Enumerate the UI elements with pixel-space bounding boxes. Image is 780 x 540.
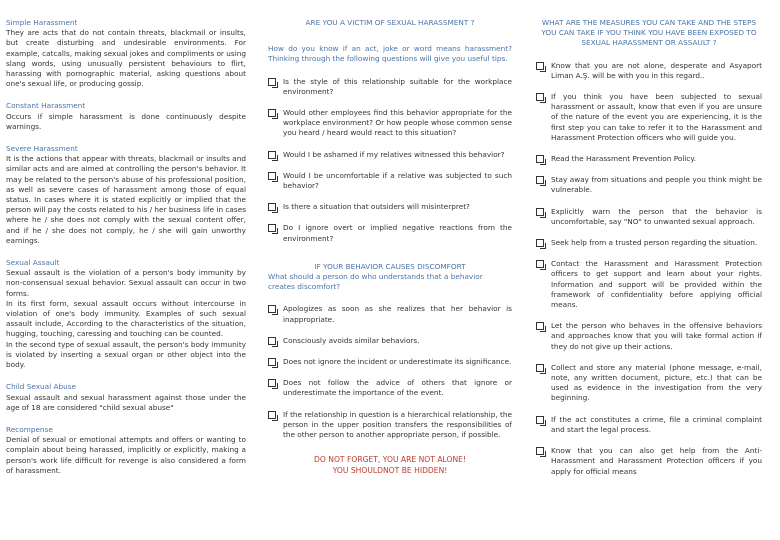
action-item — [268, 357, 512, 367]
question-item — [268, 171, 512, 191]
checkbox-icon — [268, 151, 276, 159]
checkbox-icon — [536, 239, 544, 247]
definition-heading: Simple Harassment — [6, 18, 78, 27]
measure-item — [536, 61, 762, 81]
checkbox-icon — [268, 172, 276, 180]
definition-body: Occurs if simple harassment is done continuously despite warnings. — [6, 111, 246, 131]
checkbox-icon — [268, 411, 276, 419]
action-item — [268, 410, 512, 441]
victim-title: ARE YOU A VICTIM OF SEXUAL HARASSMENT ? — [305, 18, 475, 27]
question-item — [268, 108, 512, 139]
action-item — [268, 304, 512, 324]
action-text: Apologizes as soon as she realizes that her behavior is inappropriate. — [283, 304, 512, 324]
question-item — [268, 202, 512, 212]
checkbox-icon — [268, 305, 276, 313]
checkbox-icon — [268, 203, 276, 211]
measure-item — [536, 175, 762, 195]
checkbox-icon — [536, 155, 544, 163]
measure-text: Let the person who behaves in the offensive behaviors and approaches know that you will take formal action if they do not give up their actions. — [551, 321, 762, 351]
action-text: Does not follow the advice of others that ignore or underestimate the importance of the event. — [283, 378, 512, 398]
checkbox-icon — [268, 109, 276, 117]
question-text: Is the style of this relationship suitable for the workplace environment? — [283, 76, 512, 96]
checkbox-icon — [536, 260, 544, 268]
definitions-column — [6, 18, 246, 488]
definition-heading: Severe Harassment — [6, 144, 78, 154]
definition-body: Sexual assault is the violation of a person's body immunity by non-consensual sexual behavior. Sexual assault can occur in two forms. In its first form, sexual assault occurs without intercourse in violation of one's body immunity. Examples of such sexual assault include, According to the characteristics of the situation, hugging, touching, caressing and touching can be counted. In the second type of sexual assault, the person's body immunity is violated by inserting a sexual organ or other object into the body. — [6, 268, 246, 370]
action-text: Consciously avoids similar behaviors. — [283, 335, 420, 345]
discomfort-title: IF YOUR BEHAVIOR CAUSES DISCOMFORT — [314, 261, 466, 271]
definition-child-sexual-abuse — [6, 382, 246, 413]
checkbox-icon — [268, 337, 276, 345]
measures-column — [536, 18, 762, 488]
measure-item — [536, 415, 762, 435]
checkbox-icon — [536, 62, 544, 70]
checkbox-icon — [268, 358, 276, 366]
victim-intro: How do you know if an act, joke or word means harassment? Thinking through the following questions will give you useful tips. — [268, 44, 512, 64]
measure-item — [536, 154, 762, 164]
question-text: Do I ignore overt or implied negative reactions from the environment? — [283, 223, 512, 243]
question-text: Would I be uncomfortable if a relative was subjected to such behavior? — [283, 170, 512, 191]
definition-body: It is the actions that appear with threats, blackmail or insults and similar acts and are aimed at controlling the person's behavior. It may be related to the person's abuse of his professional position, as well as severe cases of harassment among those of equal status. In cases where it is stated explicitly or implied that the person will pay the costs related to his / her business life in cases where he / she does not comply with the sexual content offer, and if he / she does not comply, he / she will gain unworthy earnings. — [6, 154, 246, 245]
measure-item — [536, 446, 762, 477]
measures-title: WHAT ARE THE MEASURES YOU CAN TAKE AND THE STEPS YOU CAN TAKE IF YOU THINK YOU HAVE BEEN EXPOSED TO SEXUAL HARASSMENT OR ASSAULT ? — [541, 18, 757, 48]
question-text: Would I be ashamed if my relatives witnessed this behavior? — [283, 149, 505, 159]
measure-text: If the act constitutes a crime, file a criminal complaint and start the legal process. — [551, 414, 762, 434]
checkbox-icon — [268, 224, 276, 232]
measure-text: Seek help from a trusted person regarding the situation. — [551, 238, 758, 248]
reminder-line-2: YOU SHOULDNOT BE HIDDEN! — [332, 466, 448, 476]
measure-item — [536, 363, 762, 404]
question-item — [268, 150, 512, 160]
definition-body: Sexual assault and sexual harassment against those under the age of 18 are considered "child sexual abuse" — [6, 392, 246, 412]
definition-heading: Child Sexual Abuse — [6, 382, 77, 392]
definition-simple-harassment — [6, 18, 246, 89]
checkbox-icon — [268, 379, 276, 387]
checkbox-icon — [268, 78, 276, 86]
measure-text: Know that you are not alone, desperate and Asyaport Liman A.Ş. will be with you in this regard.. — [551, 60, 762, 80]
definition-body: Denial of sexual or emotional attempts and offers or wanting to complain about being harassed, implicitly or explicitly, making a person's work life difficult for revenge is also considered a form of harassment. — [6, 435, 246, 475]
measure-item — [536, 92, 762, 143]
action-text: Does not ignore the incident or underestimate its significance. — [283, 357, 512, 367]
measure-item — [536, 259, 762, 310]
definition-body: They are acts that do not contain threats, blackmail or insults, but create disturbing and undesirable environments. For example, catcalls, making sexual jokes and compliments or using slang words, using unusually persistent behaviours to flirt, harassing with pornographic material, asking questions about one's sexual life, or producing gossip. — [6, 28, 246, 89]
measure-text: Contact the Harassment and Harassment Protection officers to get support and learn about your rights. Information and support will be provided within the framework of confidentiality before applying official means. — [551, 259, 762, 310]
definition-recompense — [6, 425, 246, 476]
checkbox-icon — [536, 176, 544, 184]
measure-item — [536, 207, 762, 227]
discomfort-intro: What should a person do who understands that a behavior creates discomfort? — [268, 272, 483, 292]
definition-heading: Sexual Assault — [6, 258, 60, 268]
measure-text: Know that you can also get help from the Anti-Harassment and Harassment Protection officers if you apply for official means — [551, 446, 762, 476]
checkbox-icon — [536, 364, 544, 372]
measure-text: Stay away from situations and people you think might be vulnerable. — [551, 175, 762, 195]
checkbox-icon — [536, 208, 544, 216]
reminder-line-1: DO NOT FORGET, YOU ARE NOT ALONE! — [314, 455, 466, 465]
definition-constant-harassment — [6, 101, 246, 132]
measure-text: Read the Harassment Prevention Policy. — [551, 154, 696, 164]
action-item — [268, 336, 512, 346]
checkbox-icon — [536, 416, 544, 424]
measure-item — [536, 238, 762, 248]
checkbox-icon — [536, 322, 544, 330]
question-item — [268, 223, 512, 243]
definition-sexual-assault — [6, 258, 246, 370]
measure-text: Explicitly warn the person that the behavior is uncomfortable, say "NO" to unwanted sexual approach. — [551, 206, 762, 226]
measure-item — [536, 321, 762, 352]
action-text: If the relationship in question is a hierarchical relationship, the person in the upper position transfers the responsibilities of the other person to another appropriate person, if possible. — [283, 409, 512, 440]
checkbox-icon — [536, 447, 544, 455]
definition-heading: Constant Harassment — [6, 101, 86, 111]
question-text: Would other employees find this behavior appropriate for the workplace environment? Or how people whose common sense you heard / heard would react to this situation? — [283, 108, 512, 138]
definition-severe-harassment — [6, 144, 246, 246]
measure-text: Collect and store any material (phone message, e-mail, note, any written document, picture, etc.) that can be used as evidence in the investigation from the very beginning. — [551, 362, 762, 403]
question-text: Is there a situation that outsiders will misinterpret? — [283, 202, 470, 212]
action-item — [268, 378, 512, 398]
checkbox-icon — [536, 93, 544, 101]
measure-text: If you think you have been subjected to sexual harassment or assault, know that even if you are unsure of the nature of the event you are experiencing, it is the first step you can take to refer it to the Harassment and Harassment Protection officers who will guide you. — [551, 92, 762, 142]
victim-questions-column — [268, 18, 512, 476]
question-item — [268, 77, 512, 97]
definition-heading: Recompense — [6, 424, 53, 434]
